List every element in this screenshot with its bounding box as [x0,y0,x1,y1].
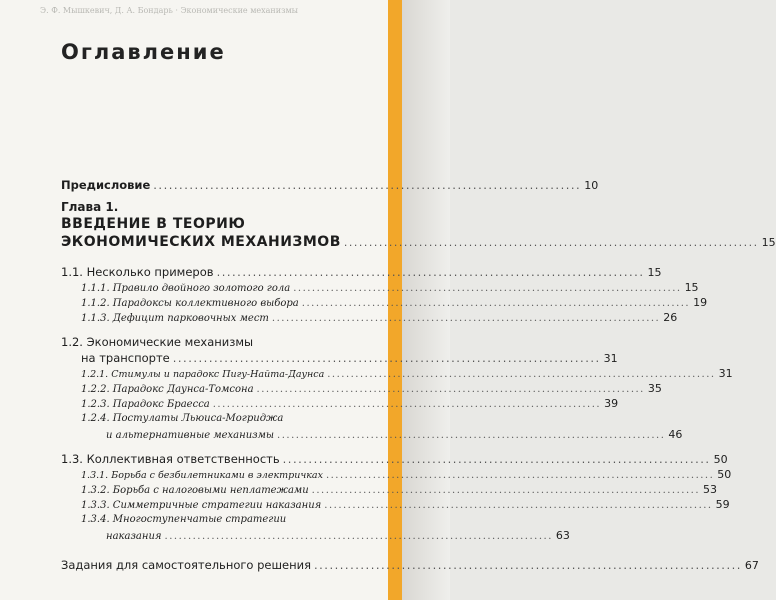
toc-page-number: 15 [684,281,699,294]
toc-entry-1-1-1[interactable] [81,281,699,296]
toc-page-number: 63 [555,529,570,542]
toc-page-number: 31 [603,352,618,365]
chapter-title-line1: ВВЕДЕНИЕ В ТЕОРИЮ [61,216,246,232]
toc-leader: ................................................................................... [293,283,682,294]
toc-entry-label: 1.3.1. Борьба с безбилетниками в электричках [81,470,323,481]
toc-page-number: 31 [718,367,733,380]
toc-entry-1-2-1[interactable] [81,367,733,382]
toc-entry-1-3[interactable] [61,452,728,467]
toc-entry-1-2-4-line1: 1.2.4. Постулаты Льюиса-Могриджа [81,413,284,424]
toc-page-number: 26 [663,311,678,324]
toc-entry-1-3-4-line1: 1.3.4. Многоступенчатые стратегии [81,514,287,525]
toc-page-number: 35 [647,382,662,395]
toc-leader: ................................................................................... [153,178,582,192]
toc-entry-label: наказания [106,531,162,542]
toc-entry-label: 1.2.3. Парадокс Браесса [81,399,210,410]
toc-entry-label: 1.2.2. Парадокс Даунса-Томсона [81,384,254,395]
toc-entry-chapter1[interactable] [61,234,776,251]
toc-entry-1-1-2[interactable] [81,296,708,311]
toc-entry-label: 1.3.3. Симметричные стратегии наказания [81,500,322,511]
toc-leader: ................................................................................... [327,369,716,380]
toc-leader: ................................................................................... [311,485,701,496]
toc-leader: ................................................................................... [282,452,711,466]
toc-leader: ................................................................................... [325,470,715,481]
toc-leader: ................................................................................... [324,500,713,511]
toc-entry-1-2-4[interactable] [106,428,683,443]
toc-entry-preface[interactable] [61,178,599,193]
toc-page-number: 53 [703,483,718,496]
toc-leader: ................................................................................... [172,351,601,365]
toc-entry-1-2[interactable] [81,351,618,366]
toc-entry-1-2-2[interactable] [81,382,662,397]
toc-entry-label: на транспорте [81,351,170,365]
toc-entry-label: 1.1.3. Дефицит парковочных мест [81,313,269,324]
toc-entry-1-1[interactable] [61,265,662,280]
toc-leader: ................................................................................... [314,558,742,572]
chapter-label: Глава 1. [61,200,119,214]
toc-leader: ................................................................................... [271,313,661,324]
toc-page-number: 50 [713,453,728,466]
toc-entry-label: Предисловие [61,178,151,192]
chapter-title-line2: ЭКОНОМИЧЕСКИХ МЕХАНИЗМОВ [61,234,341,250]
toc-entry-label: 1.1.1. Правило двойного золотого гола [81,283,291,294]
toc-entry-1-2-3[interactable] [81,397,619,412]
toc-page-number: 15 [761,236,776,249]
toc-page-number: 67 [744,559,759,572]
toc-entry-exercises[interactable] [61,558,759,573]
toc-leader: ................................................................................... [301,298,691,309]
toc-page-number: 59 [715,498,730,511]
toc-entry-1-3-4[interactable] [106,529,570,544]
toc-leader: ................................................................................... [256,384,645,395]
toc-entry-1-3-1[interactable] [81,468,732,483]
toc-entry-1-1-3[interactable] [81,311,678,326]
toc-entry-label: 1.1. Несколько примеров [61,265,214,279]
toc-leader: ................................................................................... [212,399,602,410]
toc-page-number: 39 [604,397,619,410]
toc-leader: ................................................................................... [164,531,553,542]
toc-page-number: 46 [668,428,683,441]
toc-page-number: 19 [693,296,708,309]
toc-entry-label: 1.3. Коллективная ответственность [61,452,280,466]
toc-leader: ................................................................................... [216,265,645,279]
toc-entry-label: 1.1.2. Парадоксы коллективного выбора [81,298,299,309]
toc-entry-label: и альтернативные механизмы [106,430,275,441]
toc-leader: ................................................................................... [343,236,759,249]
toc-entry-label: 1.3.2. Борьба с налоговыми неплатежами [81,485,309,496]
page-title: Оглавление [61,40,226,64]
toc-page-number: 10 [584,179,599,192]
toc-page-number: 15 [647,266,662,279]
running-header: Э. Ф. Мышкевич, Д. А. Бондарь · Экономические механизмы [40,6,299,15]
toc-entry-1-3-2[interactable] [81,483,718,498]
toc-entry-1-2-line1: 1.2. Экономические механизмы [61,335,254,349]
toc-entry-label: Задания для самостоятельного решения [61,558,311,572]
toc-entry-label: 1.2.1. Стимулы и парадокс Пигу-Найта-Даунса [81,369,325,380]
toc-leader: ................................................................................... [277,430,666,441]
toc-entry-1-3-3[interactable] [81,498,730,513]
toc-page-number: 50 [717,468,732,481]
